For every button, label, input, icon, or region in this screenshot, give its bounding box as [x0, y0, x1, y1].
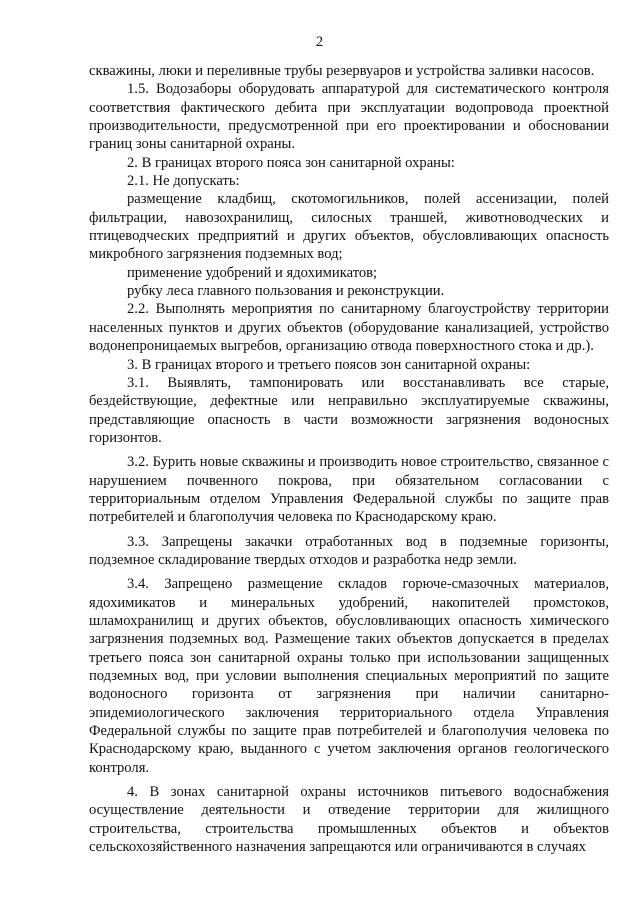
paragraph-2-1-item-2: применение удобрений и ядохимикатов; [127, 264, 378, 281]
paragraph-2-1-item-1: размещение кладбищ, скотомогильников, полей ассенизации, полей фильтрации, навозохранилищ, силосных траншей, животноводческих и птицеводческих предприятий и других объектов, обусловливающих опасность микробного загрязнения подземных вод; [89, 191, 609, 263]
paragraph-continuation: скважины, люки и переливные трубы резервуаров и устройства заливки насосов. [89, 63, 595, 79]
paragraph-1-5: 1.5. Водозаборы оборудовать аппаратурой для систематического контроля соответствия фактического дебита при эксплуатации водопровода проектной производительности, предусмотренной при его проектировании и обосновании границ зоны санитарной охраны. [89, 81, 609, 153]
document-body [89, 62, 609, 856]
paragraph-3-4: 3.4. Запрещено размещение складов горюче-смазочных материалов, ядохимикатов и минеральных удобрений, накопителей промстоков, шламохранилищ и других объектов, обусловливающих опасность химического загрязнения подземных вод. Размещение таких объектов допускается в пределах третьего пояса зон санитарной охраны только при использовании защищенных подземных вод, при условии выполнения специальных мероприятий по защите водоносного горизонта от загрязнения при наличии санитарно-эпидемиологического заключения территориального отдела Управления Федеральной службы по защите прав потребителей и благополучия человека по Краснодарскому краю, выданного с учетом заключения органов геологического контроля. [89, 576, 609, 776]
paragraph-2-1: 2.1. Не допускать: [127, 173, 240, 190]
paragraph-2-2: 2.2. Выполнять мероприятия по санитарному благоустройству территории населенных пунктов и других объектов (оборудование канализацией, устройство водонепроницаемых выгребов, организацию отвода поверхностного стока и др.). [89, 301, 609, 355]
paragraph-3-1: 3.1. Выявлять, тампонировать или восстанавливать все старые, бездействующие, дефектные или неправильно эксплуатируемые скважины, представляющие опасность в части возможности загрязнения водоносных горизонтов. [89, 374, 609, 446]
paragraph-2-1-item-3: рубку леса главного пользования и реконструкции. [127, 283, 445, 300]
paragraph-3-3: 3.3. Запрещены закачки отработанных вод в подземные горизонты, подземное складирование твердых отходов и разработка недр земли. [89, 533, 609, 568]
page-number: 2 [315, 34, 324, 50]
paragraph-4: 4. В зонах санитарной охраны источников питьевого водоснабжения осуществление деятельности и отведение территории для жилищного строительства, строительства промышленных объектов и объектов сельскохозяйственного назначения запрещаются или ограничиваются в случаях [89, 784, 609, 856]
paragraph-2: 2. В границах второго пояса зон санитарной охраны: [127, 154, 455, 171]
paragraph-3: 3. В границах второго и третьего поясов зон санитарной охраны: [127, 356, 531, 373]
paragraph-3-2: 3.2. Бурить новые скважины и производить новое строительство, связанное с нарушением почвенного покрова, при обязательном согласовании с территориальным отделом Управления Федеральной службы по защите прав потребителей и благополучия человека по Краснодарскому краю. [89, 454, 609, 526]
